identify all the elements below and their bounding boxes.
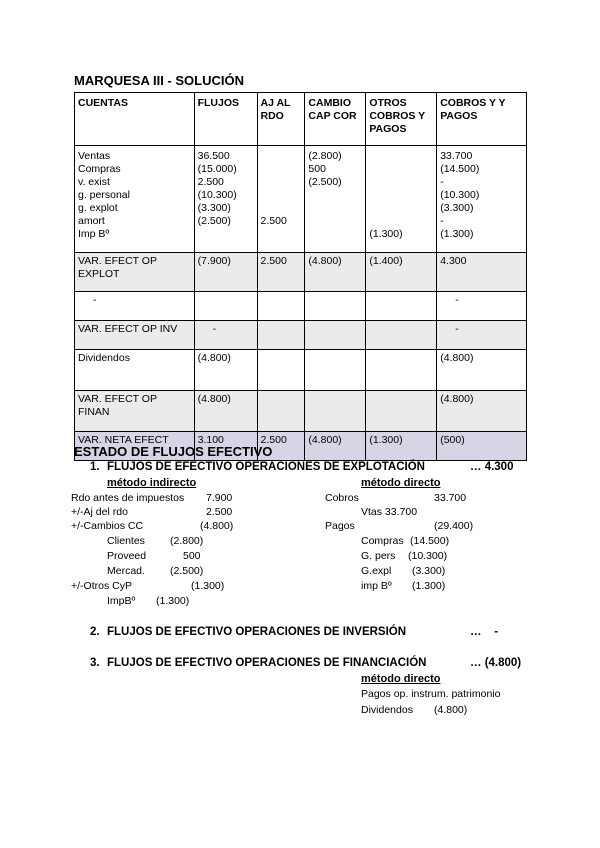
cell-line	[261, 150, 302, 163]
indirect-line-label: +/-Otros CyP	[71, 580, 132, 592]
cell-line	[308, 393, 362, 406]
table-row	[75, 146, 527, 253]
sec3-line2-value: (4.800)	[434, 704, 468, 716]
table-cell	[75, 292, 195, 321]
table-cell	[257, 321, 305, 350]
cell-line: (4.800)	[440, 393, 474, 405]
table-cell	[257, 146, 305, 253]
table-cell	[437, 350, 527, 391]
cell-line: amort	[78, 215, 105, 227]
cell-line	[308, 294, 362, 307]
table-cell	[305, 146, 366, 253]
table-row	[75, 350, 527, 391]
cell-line: (15.000)	[197, 163, 237, 175]
sec3-line1: Pagos op. instrum. patrimonio	[361, 688, 501, 700]
table-cell	[194, 292, 257, 321]
sec3-direct-heading: método directo	[361, 673, 441, 685]
cell-line: (500)	[440, 434, 465, 446]
table-cell	[75, 391, 195, 432]
cell-line	[369, 323, 433, 336]
cell-line: g. explot	[78, 202, 118, 214]
table-cell	[366, 292, 437, 321]
cell-line: -	[93, 294, 97, 306]
table-cell	[437, 146, 527, 253]
table-cell	[366, 253, 437, 292]
indirect-line-label: Mercad.	[107, 565, 145, 577]
header-cuentas: CUENTAS	[75, 93, 195, 146]
sec1-title: FLUJOS DE EFECTIVO OPERACIONES DE EXPLOTACIÓN	[107, 461, 425, 473]
cell-line: (14.500)	[440, 163, 480, 175]
sec3-total: … (4.800)	[470, 657, 522, 669]
table-cell	[75, 146, 195, 253]
indirect-line-value: (2.500)	[170, 565, 204, 577]
header-otros-cobros-pagos: OTROS COBROS Y PAGOS	[366, 93, 437, 146]
table-cell	[257, 253, 305, 292]
estado-title: ESTADO DE FLUJOS EFECTIVO	[74, 444, 273, 459]
cell-line	[261, 202, 302, 215]
cell-line: (4.800)	[440, 352, 474, 364]
direct-method-heading: método directo	[361, 477, 441, 489]
table-cell	[437, 292, 527, 321]
cell-line: 2.500	[197, 176, 224, 188]
cash-flow-table	[74, 92, 527, 461]
cell-line: 36.500	[197, 150, 230, 162]
indirect-line-label: +/-Cambios CC	[71, 520, 144, 532]
table-cell	[305, 321, 366, 350]
direct-line-value: (3.300)	[412, 565, 446, 577]
cell-line: 33.700	[440, 150, 473, 162]
table-cell	[305, 292, 366, 321]
table-cell	[366, 350, 437, 391]
cell-line: (1.300)	[369, 228, 403, 240]
cell-line: (10.300)	[440, 189, 480, 201]
cell-line: (2.800)	[308, 150, 342, 162]
cell-line	[369, 393, 433, 406]
cell-line: (3.300)	[440, 202, 474, 214]
header-aj-rdo: AJ AL RDO	[257, 93, 305, 146]
cell-line	[369, 215, 433, 228]
cell-line: (2.500)	[197, 215, 231, 227]
direct-line-value: (29.400)	[434, 520, 474, 532]
table-cell	[305, 391, 366, 432]
sec3-line2-label: Dividendos	[361, 704, 413, 716]
cell-line	[261, 352, 302, 365]
header-cobros-pagos: COBROS Y Y PAGOS	[437, 93, 527, 146]
table-cell	[305, 432, 366, 461]
cell-line	[369, 189, 433, 202]
direct-line-label: Vtas 33.700	[361, 506, 418, 518]
table-cell	[437, 321, 527, 350]
cell-line: VAR. EFECT OP FINAN	[78, 393, 157, 418]
cell-line: -	[212, 323, 217, 335]
indirect-line-label: +/-Aj del rdo	[71, 506, 128, 518]
cell-line: (4.800)	[197, 393, 231, 405]
indirect-line-value: (4.800)	[200, 520, 234, 532]
indirect-line-value: (1.300)	[156, 595, 190, 607]
cell-line	[261, 163, 302, 176]
cell-line: (1.400)	[369, 255, 403, 267]
cell-line: Dividendos	[78, 352, 130, 364]
header-cambio-cap-cor: CAMBIO CAP COR	[305, 93, 366, 146]
sec1-total: … 4.300	[470, 461, 514, 473]
cell-line: (4.800)	[308, 255, 342, 267]
cell-line: 2.500	[260, 255, 287, 267]
direct-line-value: (1.300)	[412, 580, 446, 592]
table-cell	[257, 350, 305, 391]
table-cell	[366, 391, 437, 432]
direct-line-label: G. pers	[361, 550, 396, 562]
table-cell	[366, 146, 437, 253]
sec1-number: 1.	[90, 461, 100, 473]
cell-line: v. exist	[78, 176, 110, 188]
cell-line: (1.300)	[440, 228, 474, 240]
cell-line: 2.500	[260, 215, 287, 227]
cell-line: -	[455, 323, 459, 335]
indirect-line-label: Proveed	[107, 550, 147, 562]
cell-line: 3.100	[197, 434, 224, 446]
cell-line: Ventas	[78, 150, 111, 162]
table-row	[75, 292, 527, 321]
sec2-number: 2.	[90, 626, 100, 638]
cell-line	[369, 150, 433, 163]
indirect-line-value: (2.800)	[170, 535, 204, 547]
cell-line: -	[440, 176, 444, 188]
table-row	[75, 321, 527, 350]
direct-line-label: Pagos	[325, 520, 355, 532]
table-cell	[75, 350, 195, 391]
table-cell	[194, 350, 257, 391]
table-row	[75, 391, 527, 432]
cell-line	[369, 163, 433, 176]
table-cell	[75, 253, 195, 292]
cell-line: 2.500	[260, 434, 287, 446]
indirect-line-label: ImpBº	[107, 595, 136, 607]
indirect-line-value: 7.900	[206, 492, 233, 504]
cell-line	[261, 294, 302, 307]
cell-line: VAR. EFECT OP INV	[78, 323, 178, 335]
cell-line	[261, 189, 302, 202]
cell-line: VAR. NETA EFECT	[78, 434, 169, 446]
cell-line	[261, 176, 302, 189]
direct-line-label: Cobros	[325, 492, 359, 504]
sec2-total: … -	[470, 626, 499, 638]
table-row	[75, 253, 527, 292]
cell-line: Imp Bº	[78, 228, 110, 240]
table-cell	[194, 253, 257, 292]
direct-line-label: imp Bº	[361, 580, 392, 592]
direct-line-label: G.expl	[361, 565, 392, 577]
table-cell	[366, 321, 437, 350]
table-cell	[437, 432, 527, 461]
indirect-method-heading: método indirecto	[107, 477, 197, 489]
indirect-line-label: Clientes	[107, 535, 145, 547]
cell-line: VAR. EFECT OP EXPLOT	[78, 255, 157, 280]
sec3-number: 3.	[90, 657, 100, 669]
table-header-row	[75, 93, 527, 146]
table-cell	[257, 292, 305, 321]
direct-line-value: 33.700	[434, 492, 467, 504]
table-cell	[305, 350, 366, 391]
table-cell	[75, 321, 195, 350]
indirect-line-value: 2.500	[206, 506, 233, 518]
cell-line: (7.900)	[197, 255, 231, 267]
cell-line: Compras	[78, 163, 121, 175]
cell-line: -	[440, 215, 444, 227]
cell-line	[369, 176, 433, 189]
cell-line: (1.300)	[369, 434, 403, 446]
direct-line-value: (14.500)	[410, 535, 450, 547]
sec2-title: FLUJOS DE EFECTIVO OPERACIONES DE INVERSIÓN	[107, 626, 407, 638]
table-cell	[194, 391, 257, 432]
cell-line: g. personal	[78, 189, 130, 201]
table-cell	[305, 253, 366, 292]
direct-line-label: Compras	[361, 535, 404, 547]
indirect-line-value: 500	[183, 550, 201, 562]
document-title: MARQUESA III - SOLUCIÓN	[74, 73, 244, 88]
table-cell	[437, 391, 527, 432]
table-cell	[366, 432, 437, 461]
cell-line: 4.300	[440, 255, 467, 267]
indirect-line-label: Rdo antes de impuestos	[71, 492, 185, 504]
cell-line	[369, 294, 433, 307]
cell-line	[308, 352, 362, 365]
header-flujos: FLUJOS	[194, 93, 257, 146]
table-cell	[194, 146, 257, 253]
cell-line: (2.500)	[308, 176, 342, 188]
cell-line	[213, 294, 254, 307]
cell-line	[261, 393, 302, 406]
cell-line	[261, 323, 302, 336]
cell-line: (4.800)	[197, 352, 231, 364]
table-cell	[194, 321, 257, 350]
table-cell	[437, 253, 527, 292]
table-body	[75, 93, 527, 461]
cell-line: 500	[308, 163, 326, 175]
cell-line	[369, 352, 433, 365]
sec3-title: FLUJOS DE EFECTIVO OPERACIONES DE FINANCIACIÓN	[107, 657, 427, 669]
cell-line: (10.300)	[197, 189, 237, 201]
cell-line: (4.800)	[308, 434, 342, 446]
indirect-line-value: (1.300)	[191, 580, 225, 592]
direct-line-value: (10.300)	[408, 550, 448, 562]
table-cell	[257, 391, 305, 432]
cell-line	[308, 323, 362, 336]
cell-line	[369, 202, 433, 215]
cell-line: -	[455, 294, 459, 306]
cell-line: (3.300)	[197, 202, 231, 214]
